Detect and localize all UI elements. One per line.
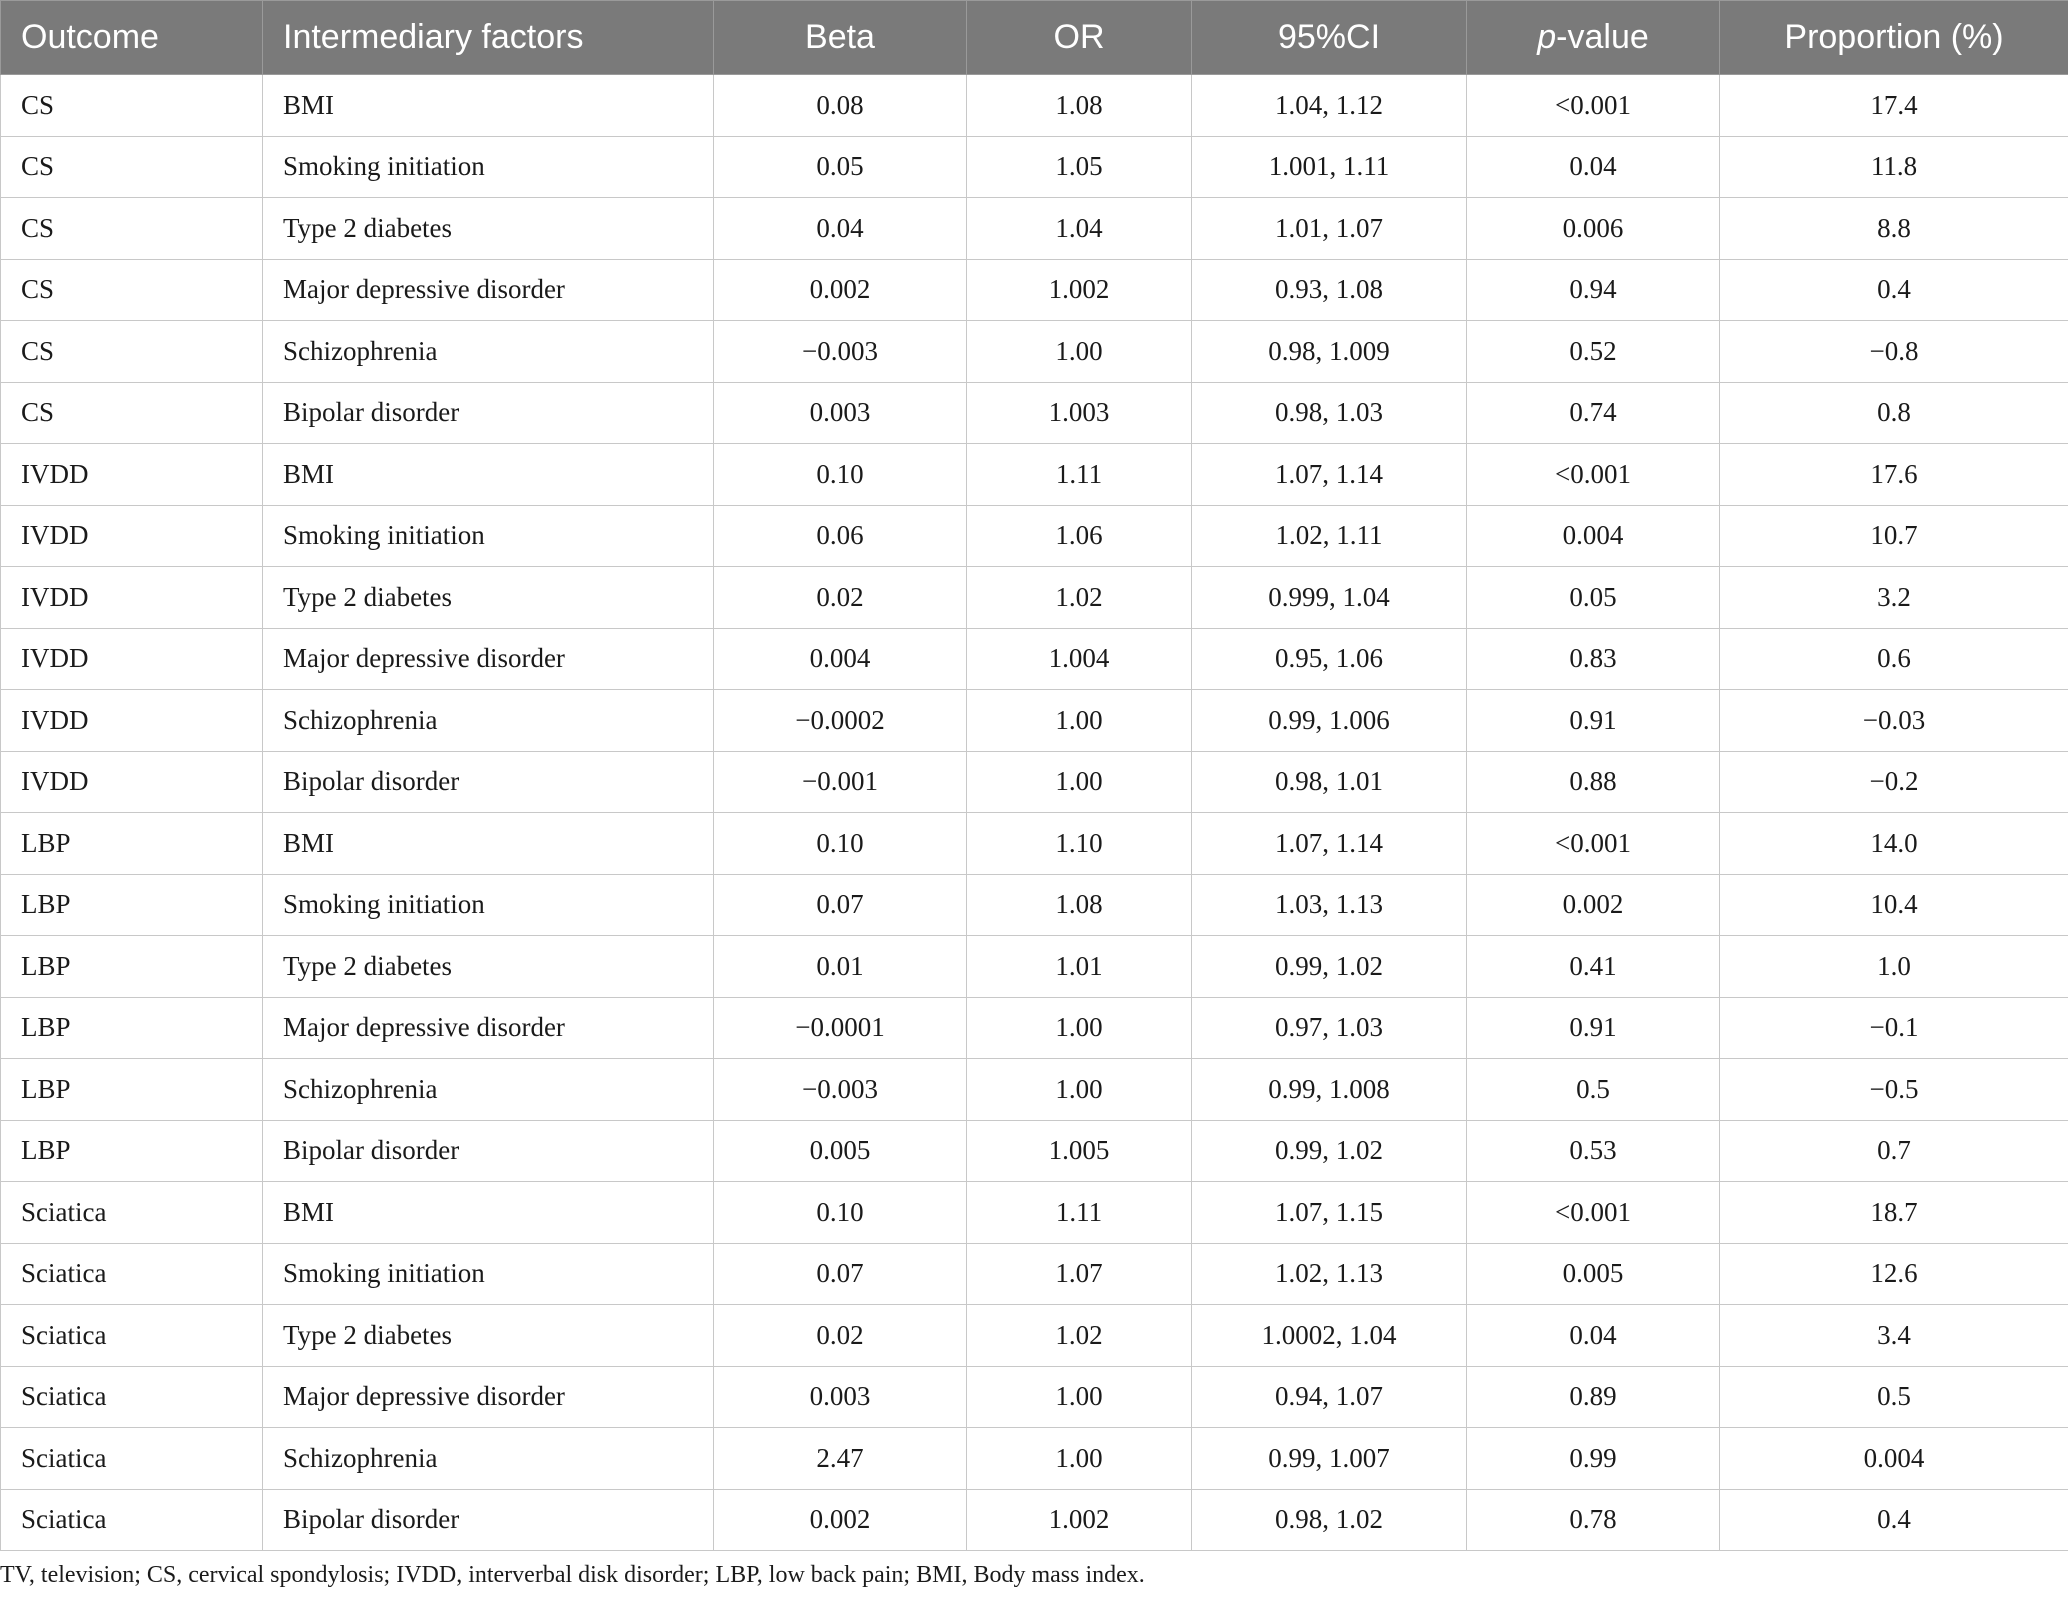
cell-proportion: 18.7 xyxy=(1720,1182,2068,1244)
cell-proportion: −0.1 xyxy=(1720,997,2068,1059)
cell-or: 1.003 xyxy=(967,382,1192,444)
cell-proportion: 10.7 xyxy=(1720,505,2068,567)
table-row xyxy=(1,321,2068,383)
cell-95ci: 1.07, 1.15 xyxy=(1192,1182,1467,1244)
cell-or: 1.10 xyxy=(967,813,1192,875)
cell-p-value: 0.78 xyxy=(1467,1489,1720,1551)
cell-or: 1.05 xyxy=(967,136,1192,198)
cell-intermediary-factor: Bipolar disorder xyxy=(263,382,714,444)
cell-or: 1.002 xyxy=(967,259,1192,321)
cell-intermediary-factor: BMI xyxy=(263,1182,714,1244)
cell-or: 1.00 xyxy=(967,321,1192,383)
cell-p-value: <0.001 xyxy=(1467,75,1720,137)
table-header-row xyxy=(1,1,2068,75)
table-row xyxy=(1,1243,2068,1305)
cell-outcome: CS xyxy=(1,136,263,198)
cell-or: 1.08 xyxy=(967,75,1192,137)
cell-intermediary-factor: Smoking initiation xyxy=(263,136,714,198)
cell-beta: 0.07 xyxy=(714,874,967,936)
cell-95ci: 0.99, 1.006 xyxy=(1192,690,1467,752)
table-row xyxy=(1,997,2068,1059)
cell-intermediary-factor: Type 2 diabetes xyxy=(263,567,714,629)
cell-or: 1.07 xyxy=(967,1243,1192,1305)
cell-p-value: <0.001 xyxy=(1467,813,1720,875)
cell-or: 1.00 xyxy=(967,1059,1192,1121)
table-row xyxy=(1,1059,2068,1121)
cell-or: 1.00 xyxy=(967,1428,1192,1490)
cell-95ci: 1.02, 1.13 xyxy=(1192,1243,1467,1305)
cell-or: 1.00 xyxy=(967,751,1192,813)
cell-or: 1.06 xyxy=(967,505,1192,567)
cell-intermediary-factor: Smoking initiation xyxy=(263,1243,714,1305)
cell-p-value: 0.006 xyxy=(1467,198,1720,260)
cell-95ci: 0.99, 1.008 xyxy=(1192,1059,1467,1121)
cell-outcome: Sciatica xyxy=(1,1366,263,1428)
cell-proportion: −0.03 xyxy=(1720,690,2068,752)
table-row xyxy=(1,198,2068,260)
cell-beta: 0.07 xyxy=(714,1243,967,1305)
cell-p-value: 0.002 xyxy=(1467,874,1720,936)
cell-or: 1.08 xyxy=(967,874,1192,936)
cell-p-value: 0.004 xyxy=(1467,505,1720,567)
table-row xyxy=(1,382,2068,444)
table-row xyxy=(1,1182,2068,1244)
cell-beta: −0.003 xyxy=(714,321,967,383)
cell-beta: −0.003 xyxy=(714,1059,967,1121)
cell-p-value: <0.001 xyxy=(1467,444,1720,506)
cell-p-value: <0.001 xyxy=(1467,1182,1720,1244)
cell-95ci: 1.001, 1.11 xyxy=(1192,136,1467,198)
cell-95ci: 0.98, 1.009 xyxy=(1192,321,1467,383)
cell-beta: 0.10 xyxy=(714,813,967,875)
table-row xyxy=(1,690,2068,752)
cell-or: 1.11 xyxy=(967,1182,1192,1244)
table-row xyxy=(1,874,2068,936)
header-proportion: Proportion (%) xyxy=(1720,1,2068,75)
cell-or: 1.04 xyxy=(967,198,1192,260)
cell-intermediary-factor: Schizophrenia xyxy=(263,690,714,752)
cell-p-value: 0.005 xyxy=(1467,1243,1720,1305)
cell-or: 1.01 xyxy=(967,936,1192,998)
header-p-value xyxy=(1467,1,1720,75)
cell-outcome: IVDD xyxy=(1,567,263,629)
cell-beta: 0.003 xyxy=(714,382,967,444)
cell-95ci: 1.04, 1.12 xyxy=(1192,75,1467,137)
cell-outcome: LBP xyxy=(1,1120,263,1182)
cell-or: 1.00 xyxy=(967,997,1192,1059)
table-footnote: TV, television; CS, cervical spondylosis; IVDD, interverbal disk disorder; LBP, low back pain; BMI, Body mass index. xyxy=(0,1562,1145,1588)
cell-outcome: CS xyxy=(1,321,263,383)
cell-intermediary-factor: Schizophrenia xyxy=(263,1059,714,1121)
header-p-value-rest: -value xyxy=(1556,18,1649,56)
cell-proportion: 0.6 xyxy=(1720,628,2068,690)
cell-intermediary-factor: Schizophrenia xyxy=(263,321,714,383)
cell-beta: −0.0001 xyxy=(714,997,967,1059)
cell-beta: 0.02 xyxy=(714,567,967,629)
cell-p-value: 0.05 xyxy=(1467,567,1720,629)
cell-intermediary-factor: Major depressive disorder xyxy=(263,259,714,321)
cell-p-value: 0.94 xyxy=(1467,259,1720,321)
cell-outcome: LBP xyxy=(1,997,263,1059)
cell-95ci: 0.98, 1.03 xyxy=(1192,382,1467,444)
cell-beta: 0.004 xyxy=(714,628,967,690)
cell-outcome: IVDD xyxy=(1,751,263,813)
cell-intermediary-factor: Major depressive disorder xyxy=(263,1366,714,1428)
table-row xyxy=(1,444,2068,506)
cell-95ci: 1.07, 1.14 xyxy=(1192,444,1467,506)
header-beta: Beta xyxy=(714,1,967,75)
cell-intermediary-factor: Bipolar disorder xyxy=(263,1489,714,1551)
cell-outcome: Sciatica xyxy=(1,1182,263,1244)
table-row xyxy=(1,1428,2068,1490)
cell-intermediary-factor: Bipolar disorder xyxy=(263,751,714,813)
table-row xyxy=(1,936,2068,998)
table-body xyxy=(1,75,2068,1551)
cell-95ci: 0.999, 1.04 xyxy=(1192,567,1467,629)
header-p-value-italic: p xyxy=(1537,18,1557,56)
cell-95ci: 1.02, 1.11 xyxy=(1192,505,1467,567)
cell-intermediary-factor: Type 2 diabetes xyxy=(263,936,714,998)
cell-outcome: IVDD xyxy=(1,690,263,752)
cell-p-value: 0.5 xyxy=(1467,1059,1720,1121)
table-row xyxy=(1,1120,2068,1182)
cell-beta: 0.10 xyxy=(714,444,967,506)
cell-outcome: IVDD xyxy=(1,444,263,506)
cell-beta: 0.05 xyxy=(714,136,967,198)
cell-proportion: 3.4 xyxy=(1720,1305,2068,1367)
cell-95ci: 0.93, 1.08 xyxy=(1192,259,1467,321)
cell-beta: 0.08 xyxy=(714,75,967,137)
cell-beta: 0.01 xyxy=(714,936,967,998)
cell-beta: 0.04 xyxy=(714,198,967,260)
cell-or: 1.002 xyxy=(967,1489,1192,1551)
cell-p-value: 0.99 xyxy=(1467,1428,1720,1490)
cell-beta: 0.002 xyxy=(714,1489,967,1551)
cell-intermediary-factor: Type 2 diabetes xyxy=(263,1305,714,1367)
cell-95ci: 1.0002, 1.04 xyxy=(1192,1305,1467,1367)
cell-p-value: 0.89 xyxy=(1467,1366,1720,1428)
table-row xyxy=(1,567,2068,629)
cell-proportion: 8.8 xyxy=(1720,198,2068,260)
cell-outcome: LBP xyxy=(1,813,263,875)
cell-outcome: Sciatica xyxy=(1,1489,263,1551)
cell-intermediary-factor: BMI xyxy=(263,813,714,875)
cell-intermediary-factor: Major depressive disorder xyxy=(263,628,714,690)
cell-proportion: 0.4 xyxy=(1720,259,2068,321)
cell-outcome: LBP xyxy=(1,874,263,936)
cell-outcome: LBP xyxy=(1,1059,263,1121)
cell-proportion: −0.5 xyxy=(1720,1059,2068,1121)
header-outcome: Outcome xyxy=(1,1,263,75)
cell-outcome: IVDD xyxy=(1,505,263,567)
cell-proportion: 0.5 xyxy=(1720,1366,2068,1428)
cell-or: 1.02 xyxy=(967,1305,1192,1367)
cell-beta: 2.47 xyxy=(714,1428,967,1490)
cell-proportion: 11.8 xyxy=(1720,136,2068,198)
cell-95ci: 1.07, 1.14 xyxy=(1192,813,1467,875)
cell-proportion: 17.6 xyxy=(1720,444,2068,506)
cell-outcome: IVDD xyxy=(1,628,263,690)
cell-proportion: −0.8 xyxy=(1720,321,2068,383)
cell-intermediary-factor: BMI xyxy=(263,75,714,137)
cell-95ci: 0.98, 1.01 xyxy=(1192,751,1467,813)
cell-intermediary-factor: BMI xyxy=(263,444,714,506)
cell-beta: −0.0002 xyxy=(714,690,967,752)
cell-intermediary-factor: Schizophrenia xyxy=(263,1428,714,1490)
cell-95ci: 0.97, 1.03 xyxy=(1192,997,1467,1059)
table-row xyxy=(1,1489,2068,1551)
cell-beta: 0.002 xyxy=(714,259,967,321)
cell-p-value: 0.91 xyxy=(1467,997,1720,1059)
cell-beta: 0.06 xyxy=(714,505,967,567)
cell-95ci: 0.99, 1.02 xyxy=(1192,936,1467,998)
cell-outcome: Sciatica xyxy=(1,1305,263,1367)
cell-or: 1.005 xyxy=(967,1120,1192,1182)
cell-intermediary-factor: Smoking initiation xyxy=(263,505,714,567)
table-row xyxy=(1,751,2068,813)
cell-proportion: 0.4 xyxy=(1720,1489,2068,1551)
cell-p-value: 0.83 xyxy=(1467,628,1720,690)
cell-intermediary-factor: Major depressive disorder xyxy=(263,997,714,1059)
cell-p-value: 0.52 xyxy=(1467,321,1720,383)
table-row xyxy=(1,1366,2068,1428)
cell-or: 1.00 xyxy=(967,690,1192,752)
cell-intermediary-factor: Type 2 diabetes xyxy=(263,198,714,260)
cell-p-value: 0.88 xyxy=(1467,751,1720,813)
cell-proportion: −0.2 xyxy=(1720,751,2068,813)
cell-beta: −0.001 xyxy=(714,751,967,813)
cell-proportion: 0.7 xyxy=(1720,1120,2068,1182)
cell-p-value: 0.04 xyxy=(1467,136,1720,198)
cell-beta: 0.02 xyxy=(714,1305,967,1367)
cell-outcome: LBP xyxy=(1,936,263,998)
table-row xyxy=(1,628,2068,690)
header-or: OR xyxy=(967,1,1192,75)
table-row xyxy=(1,75,2068,137)
cell-outcome: Sciatica xyxy=(1,1243,263,1305)
cell-outcome: CS xyxy=(1,259,263,321)
cell-proportion: 0.004 xyxy=(1720,1428,2068,1490)
cell-intermediary-factor: Bipolar disorder xyxy=(263,1120,714,1182)
cell-95ci: 1.03, 1.13 xyxy=(1192,874,1467,936)
cell-outcome: Sciatica xyxy=(1,1428,263,1490)
cell-95ci: 1.01, 1.07 xyxy=(1192,198,1467,260)
cell-or: 1.11 xyxy=(967,444,1192,506)
cell-proportion: 0.8 xyxy=(1720,382,2068,444)
cell-outcome: CS xyxy=(1,198,263,260)
cell-95ci: 0.98, 1.02 xyxy=(1192,1489,1467,1551)
cell-proportion: 3.2 xyxy=(1720,567,2068,629)
table-row xyxy=(1,259,2068,321)
table-row xyxy=(1,505,2068,567)
cell-or: 1.004 xyxy=(967,628,1192,690)
cell-proportion: 10.4 xyxy=(1720,874,2068,936)
cell-p-value: 0.04 xyxy=(1467,1305,1720,1367)
cell-proportion: 12.6 xyxy=(1720,1243,2068,1305)
cell-outcome: CS xyxy=(1,75,263,137)
cell-proportion: 17.4 xyxy=(1720,75,2068,137)
cell-95ci: 0.99, 1.007 xyxy=(1192,1428,1467,1490)
header-95ci: 95%CI xyxy=(1192,1,1467,75)
cell-p-value: 0.74 xyxy=(1467,382,1720,444)
cell-95ci: 0.99, 1.02 xyxy=(1192,1120,1467,1182)
cell-or: 1.02 xyxy=(967,567,1192,629)
header-intermediary-factors: Intermediary factors xyxy=(263,1,714,75)
cell-p-value: 0.41 xyxy=(1467,936,1720,998)
cell-95ci: 0.95, 1.06 xyxy=(1192,628,1467,690)
table-row xyxy=(1,136,2068,198)
cell-proportion: 14.0 xyxy=(1720,813,2068,875)
cell-or: 1.00 xyxy=(967,1366,1192,1428)
table-row xyxy=(1,813,2068,875)
cell-outcome: CS xyxy=(1,382,263,444)
cell-beta: 0.10 xyxy=(714,1182,967,1244)
cell-proportion: 1.0 xyxy=(1720,936,2068,998)
table-row xyxy=(1,1305,2068,1367)
cell-beta: 0.005 xyxy=(714,1120,967,1182)
cell-intermediary-factor: Smoking initiation xyxy=(263,874,714,936)
cell-95ci: 0.94, 1.07 xyxy=(1192,1366,1467,1428)
cell-p-value: 0.53 xyxy=(1467,1120,1720,1182)
cell-p-value: 0.91 xyxy=(1467,690,1720,752)
cell-beta: 0.003 xyxy=(714,1366,967,1428)
